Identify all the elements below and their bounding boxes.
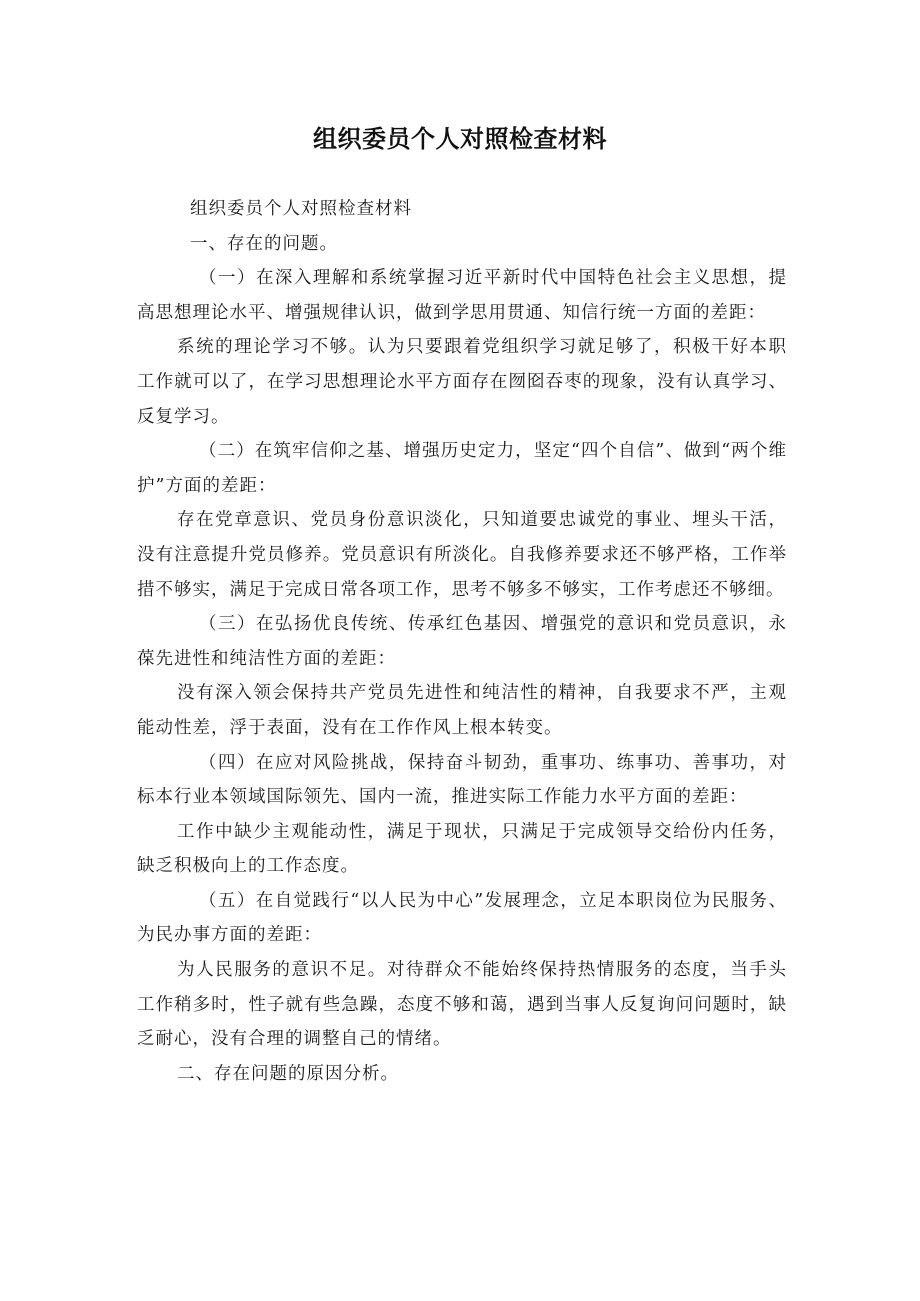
item-body-4: 工作中缺少主观能动性，满足于现状，只满足于完成领导交给份内任务，缺乏积极向上的工作态度。 (137, 821, 787, 877)
item-body-1: 系统的理论学习不够。认为只要跟着党组织学习就足够了，积极干好本职工作就可以了，在学习思想理论水平方面存在囫囵吞枣的现象，没有认真学习、反复学习。 (137, 337, 787, 427)
item-body-2: 存在党章意识、党员身份意识淡化，只知道要忠诚党的事业、埋头干活，没有注意提升党员修养。党员意识有所淡化。自我修养要求还不够严格，工作举措不够实，满足于完成日常各项工作，思考不够多不够实，工作考虑还不够细。 (137, 510, 787, 600)
section-heading-2: 二、存在问题的原因分析。 (177, 1063, 399, 1084)
section-heading-1: 一、存在的问题。 (190, 233, 338, 254)
item-heading-5: （五）在自觉践行“以人民为中心”发展理念，立足本职岗位为民服务、为民办事方面的差距： (137, 890, 787, 946)
item-heading-2: （二）在筑牢信仰之基、增强历史定力，坚定“四个自信”、做到“两个维护”方面的差距： (137, 441, 787, 496)
item-heading-1: （一）在深入理解和系统掌握习近平新时代中国特色社会主义思想，提高思想理论水平、增强规律认识，做到学思用贯通、知信行统一方面的差距： (137, 268, 787, 323)
item-heading-4: （四）在应对风险挑战，保持奋斗韧劲，重事功、练事功、善事功，对标本行业本领域国际领先、国内一流，推进实际工作能力水平方面的差距： (137, 752, 787, 808)
document-title: 组织委员个人对照检查材料 (313, 125, 607, 153)
item-body-5: 为人民服务的意识不足。对待群众不能始终保持热情服务的态度，当手头工作稍多时，性子就有些急躁，态度不够和蔼，遇到当事人反复询问问题时，缺乏耐心，没有合理的调整自己的情绪。 (137, 960, 787, 1050)
body-heading: 组织委员个人对照检查材料 (190, 199, 412, 219)
item-body-3: 没有深入领会保持共产党员先进性和纯洁性的精神，自我要求不严，主观能动性差，浮于表面，没有在工作作风上根本转变。 (137, 683, 787, 738)
document-body (137, 192, 787, 1091)
item-heading-3: （三）在弘扬优良传统、传承红色基因、增强党的意识和党员意识，永葆先进性和纯洁性方面的差距： (137, 614, 787, 669)
